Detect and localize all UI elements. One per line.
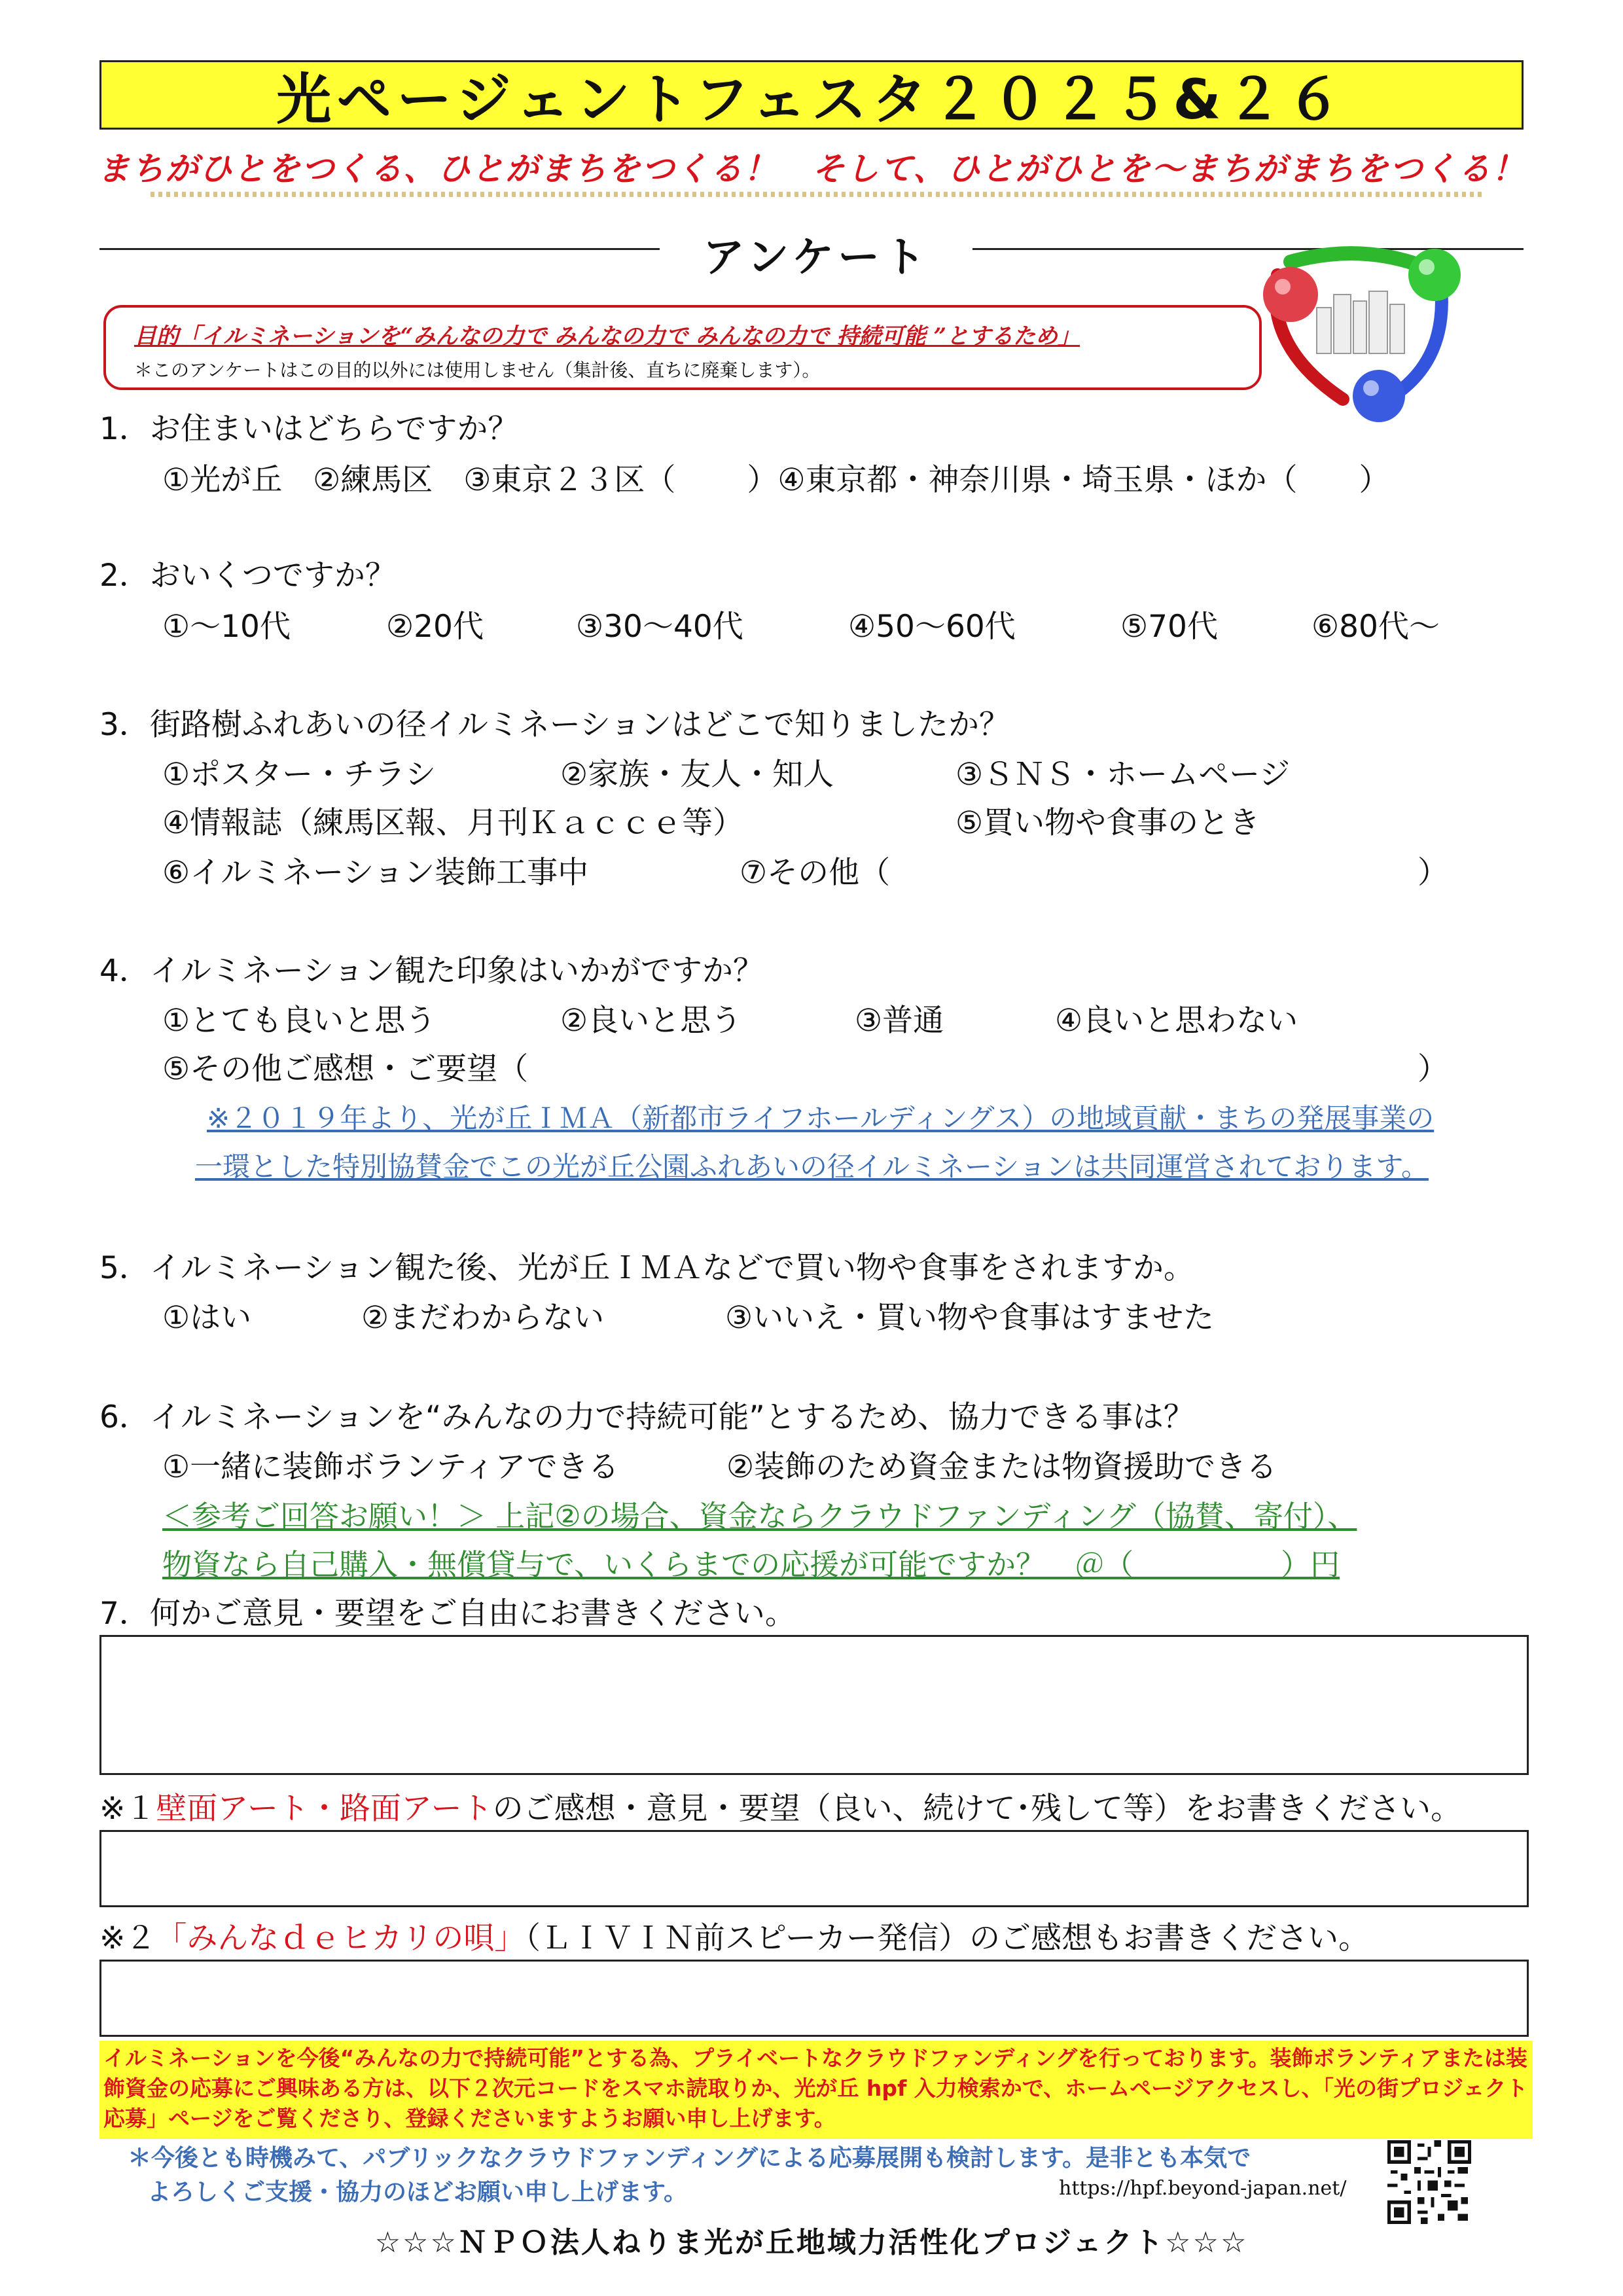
q6-reference-note-1: ＜参考ご回答お願い！＞ 上記②の場合、資金ならクラウドファンディング（協賛、寄付）、 — [162, 1499, 1357, 1534]
q3-option-7-close: ） — [1418, 855, 1448, 891]
q5-question: 5．イルミネーション観た後、光が丘ＩＭＡなどで買い物や食事をされますか。 — [99, 1250, 1195, 1286]
q3-option-2: ②家族・友人・知人 — [560, 757, 834, 793]
project-logo-icon — [1251, 236, 1474, 432]
q3-question: 3．街路樹ふれあいの径イルミネーションはどこで知りましたか？ — [99, 707, 1010, 743]
q1-question: 1．お住まいはどちらですか？ — [99, 411, 519, 447]
page-title: 光ページェントフェスタ２０２５&２６ — [276, 67, 1347, 132]
extra1-prefix: ※１ — [99, 1791, 156, 1827]
q4-sponsor-note-2: 一環とした特別協賛金でこの光が丘公園ふれあいの径イルミネーションは共同運営されております。 — [195, 1151, 1429, 1183]
q4-option-4: ④良いと思わない — [1055, 1003, 1298, 1039]
q5-option-2: ②まだわからない — [361, 1300, 605, 1336]
q4-question: 4．イルミネーション観た印象はいかがですか？ — [99, 953, 764, 989]
footnote-line-2: よろしくご支援・協力のほどお願い申し上げます。 — [147, 2179, 688, 2206]
heading-rule-left — [99, 248, 660, 250]
title-banner — [99, 60, 1524, 130]
q6-option-2: ②装飾のため資金または物資援助できる — [726, 1449, 1277, 1485]
q2-question: 2．おいくつですか？ — [99, 558, 396, 594]
q3-option-7: ⑦その他（ — [740, 855, 891, 891]
q2-option-2: ②20代 — [386, 609, 484, 645]
slogan-underline — [151, 192, 1486, 197]
qr-code-icon[interactable] — [1387, 2140, 1471, 2224]
q3-option-3: ③ＳＮＳ・ホームページ — [955, 757, 1291, 793]
q2-option-4: ④50〜60代 — [848, 609, 1016, 645]
q4-sponsor-note-1: ※２０１９年より、光が丘ＩＭＡ（新都市ライフホールディングス）の地域貢献・まちの発展事業の — [207, 1102, 1435, 1134]
q3-option-4: ④情報誌（練馬区報、月刊Ｋａｃｃｅ等） — [162, 805, 744, 841]
extra2-question — [99, 1914, 1369, 1958]
q1-options: ①光が丘 ②練馬区 ③東京２３区（ ）④東京都・神奈川県・埼玉県・ほか（ ） — [162, 462, 1390, 498]
website-url[interactable]: https://hpf.beyond-japan.net/ — [1059, 2177, 1347, 2200]
purpose-text: 目的「イルミネーションを“みんなの力で みんなの力で みんなの力で 持続可能 ”とするため」 — [134, 323, 1080, 350]
q3-option-1: ①ポスター・チラシ — [162, 757, 437, 793]
footnote-line-1: ＊今後とも時機みて、パブリックなクラウドファンディングによる応募展開も検討します。是非とも本気で — [128, 2145, 1251, 2172]
q7-answer-box[interactable] — [99, 1635, 1529, 1775]
q4-option-5-close: ） — [1418, 1051, 1448, 1087]
q7-question: 7．何かご意見・要望をご自由にお書きください。 — [99, 1596, 796, 1632]
q4-option-2: ②良いと思う — [560, 1003, 742, 1039]
q6-option-1: ①一緒に装飾ボランティアできる — [162, 1449, 619, 1485]
q2-option-5: ⑤70代 — [1120, 609, 1218, 645]
extra2-suffix: （ＬＩＶＩＮ前スピーカー発信）のご感想もお書きください。 — [525, 1920, 1370, 1956]
q2-option-3: ③30〜40代 — [576, 609, 743, 645]
q6-reference-note-2: 物資なら自己購入・無償貸与で、いくらまでの応援が可能ですか？ ＠（ ）円 — [162, 1547, 1340, 1582]
slogan: まちがひとをつくる、ひとがまちをつくる！ そして、ひとがひとを〜まちがまちをつくる！ — [97, 149, 1526, 188]
q4-option-5: ⑤その他ご感想・ご要望（ — [162, 1051, 529, 1087]
q2-option-6: ⑥80代〜 — [1311, 609, 1440, 645]
q6-question: 6．イルミネーションを“みんなの力で持続可能”とするため、協力できる事は？ — [99, 1399, 1194, 1435]
q4-option-3: ③普通 — [855, 1003, 944, 1039]
extra2-answer-box[interactable] — [99, 1960, 1529, 2037]
extra2-prefix: ※２ — [99, 1920, 156, 1956]
q3-option-6: ⑥イルミネーション装飾工事中 — [162, 855, 589, 891]
q5-option-3: ③いいえ・買い物や食事はすませた — [725, 1300, 1215, 1336]
q2-option-1: ①〜10代 — [162, 609, 291, 645]
extra1-answer-box[interactable] — [99, 1830, 1529, 1907]
organization-name: ☆☆☆ＮＰＯ法人ねりま光が丘地域力活性化プロジェクト☆☆☆ — [374, 2226, 1249, 2259]
q4-option-1: ①とても良いと思う — [162, 1003, 437, 1039]
extra1-question — [99, 1784, 1461, 1828]
q3-option-5: ⑤買い物や食事のとき — [955, 805, 1260, 841]
purpose-note: ＊このアンケートはこの目的以外には使用しません（集計後、直ちに廃棄します）。 — [134, 359, 821, 381]
extra1-highlight: 壁面アート・路面アート — [156, 1791, 493, 1827]
extra2-highlight: 「みんなｄｅヒカリの唄」 — [156, 1920, 526, 1956]
survey-heading: アンケート — [702, 234, 930, 282]
extra1-suffix: のご感想・意見・要望（良い、続けて･残して等）をお書きください。 — [492, 1791, 1462, 1827]
q5-option-1: ①はい — [162, 1300, 252, 1336]
crowdfunding-notice: イルミネーションを今後“みんなの力で持続可能”とする為、プライベートなクラウドファンディングを行っております。装飾ボランティアまたは装飾資金の応募にご興味ある方は、以下２次元コードをスマホ読取りか、光が丘 hpf 入力検索かで、ホームページアクセスし、「光の街プロジェクト応募」ページをご覧くださり、登録くださいますようお願い申し上げます。 — [99, 2041, 1533, 2139]
